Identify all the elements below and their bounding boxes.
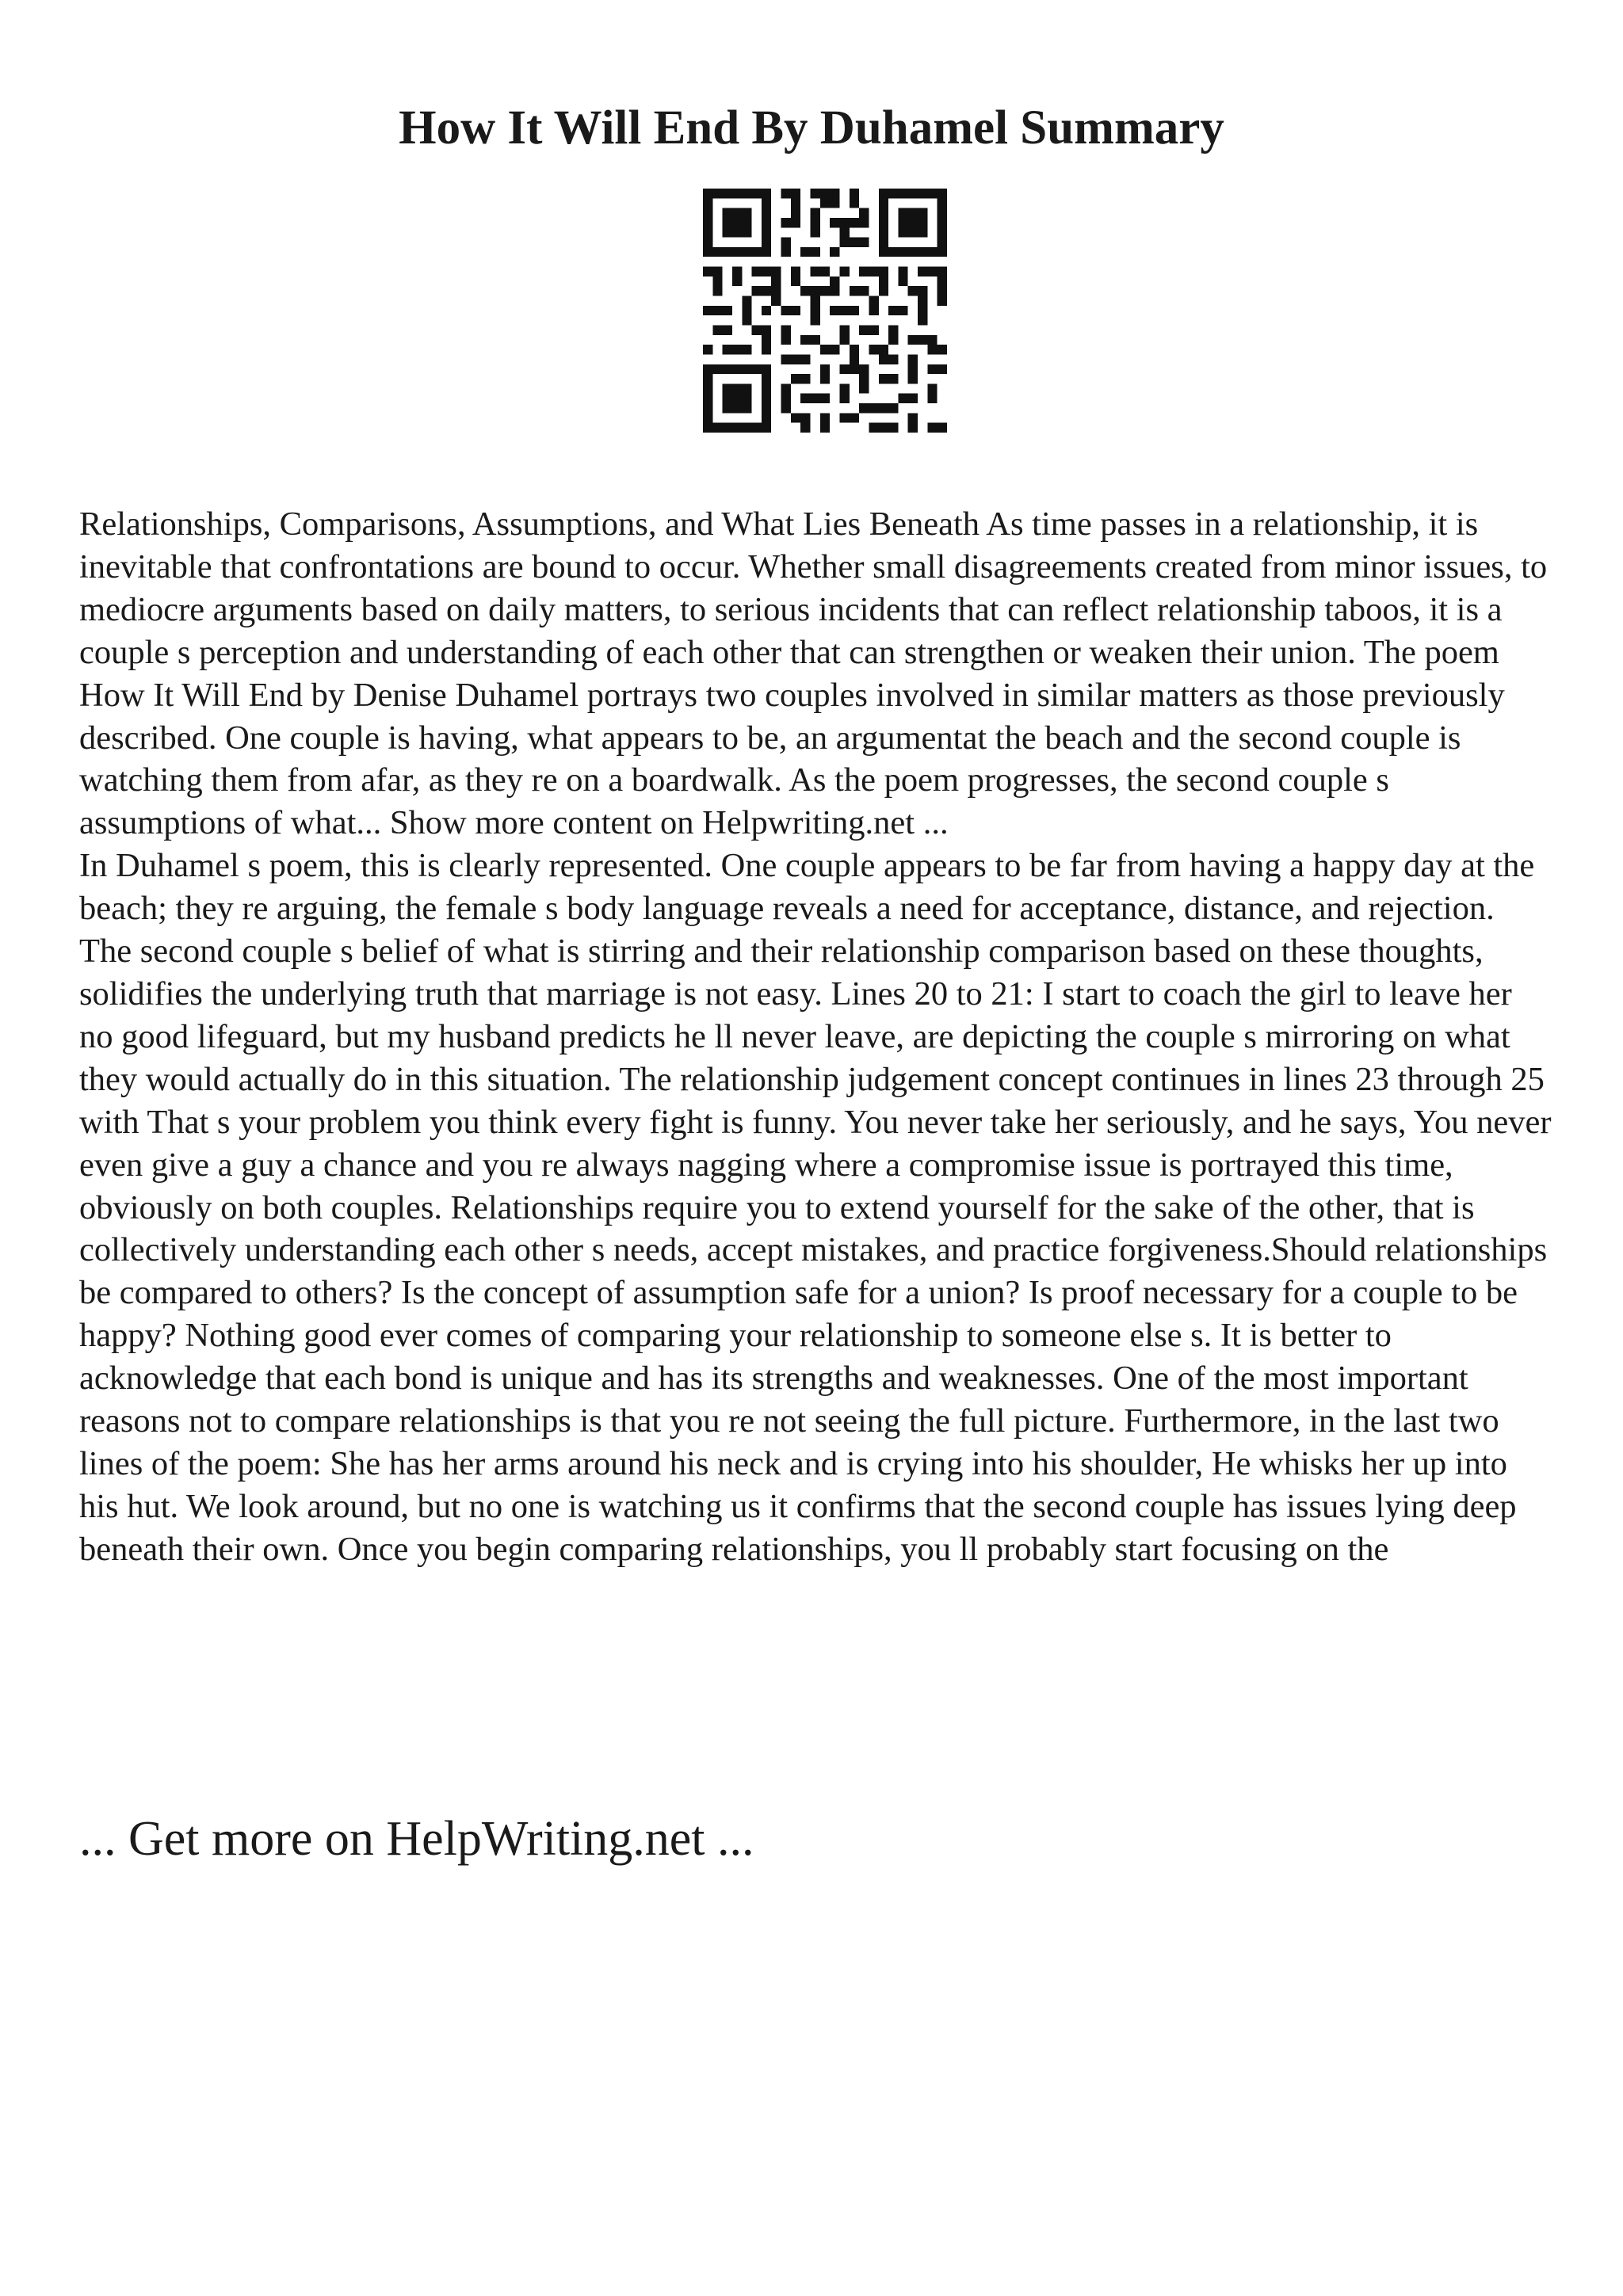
document-title: How It Will End By Duhamel Summary	[399, 101, 1224, 154]
paragraph: Relationships, Comparisons, Assumptions, and What Lies Beneath As time passes in a relationship, it is inevitable that confrontations are bound to occur. Whether small disagreements created from minor issues, to mediocre arguments based on daily matters, to serious incidents that can reflect relationship taboos, it is a couple s perception and understanding of each other that can strengthen or weaken their union. The poem How It Will End by Denise Duhamel portrays two couples involved in similar matters as those previously described. One couple is having, what appears to be, an argumentat the beach and the second couple is watching them from afar, as they re on a boardwalk. As the poem progresses, the second couple s assumptions of what... Show more content on Helpwriting.net ...	[79, 505, 1548, 842]
get-more-link[interactable]: ... Get more on HelpWriting.net ...	[79, 1812, 754, 1866]
qr-code-icon	[703, 189, 947, 433]
paragraph: In Duhamel s poem, this is clearly represented. One couple appears to be far from having a happy day at the beach; they re arguing, the female s body language reveals a need for acceptance, distance, and rejection. The second couple s belief of what is stirring and their relationship comparison based on these thoughts, solidifies the underlying truth that marriage is not easy. Lines 20 to 21: I start to coach the girl to leave her no good lifeguard, but my husband predicts he ll never leave, are depicting the couple s mirroring on what they would actually do in this situation. The relationship judgement concept continues in lines 23 through 25 with That s your problem you think every fight is funny. You never take her seriously, and he says, You never even give a guy a chance and you re always nagging where a compromise issue is portrayed this time, obviously on both couples. Relationships require you to extend yourself for the sake of the other, that is collectively understanding each other s needs, accept mistakes, and practice forgiveness.Should relationships be compared to others? Is the concept of assumption safe for a union? Is proof necessary for a couple to be happy? Nothing good ever comes of comparing your relationship to someone else s. It is better to acknowledge that each bond is unique and has its strengths and weaknesses. One of the most important reasons not to compare relationships is that you re not seeing the full picture. Furthermore, in the last two lines of the poem: She has her arms around his neck and is crying into his shoulder, He whisks her up into his hut. We look around, but no one is watching us it confirms that the second couple has issues lying deep beneath their own. Once you begin comparing relationships, you ll probably start focusing on the	[79, 847, 1552, 1568]
article-body	[79, 503, 1553, 1571]
